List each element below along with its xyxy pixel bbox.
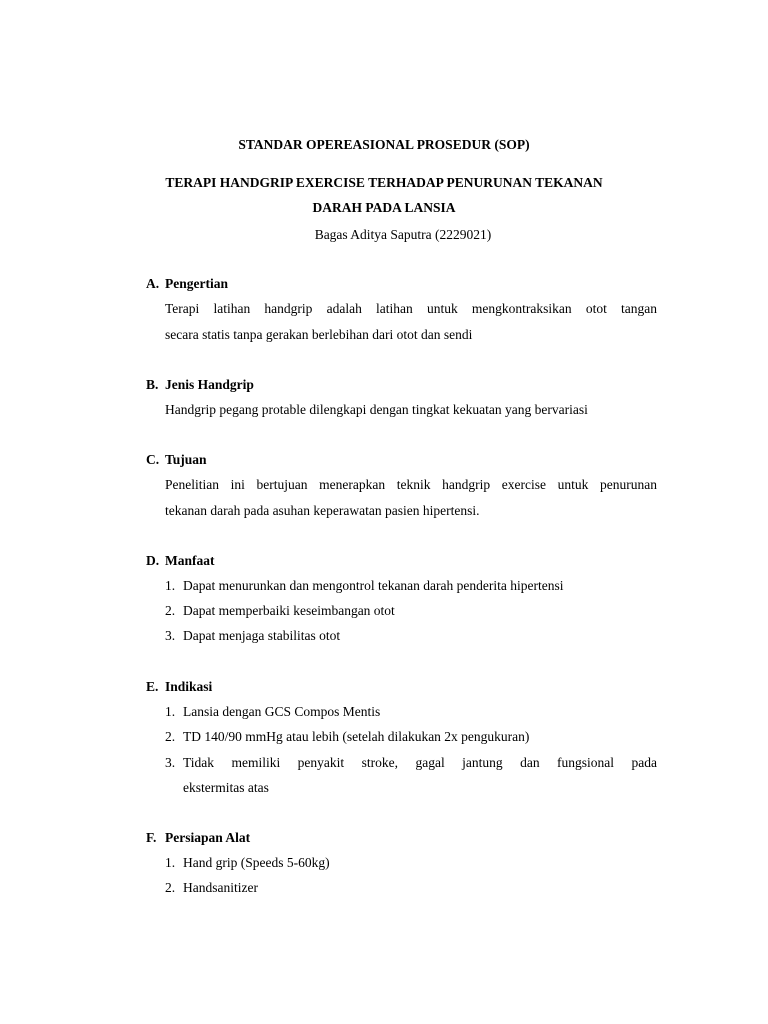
paragraph-line: secara statis tanpa gerakan berlebihan dari otot dan sendi xyxy=(165,327,473,342)
list-item xyxy=(165,603,395,619)
section-letter: F. xyxy=(146,830,157,845)
document-subtitle-line-1: TERAPI HANDGRIP EXERCISE TERHADAP PENURUNAN TEKANAN xyxy=(165,175,603,190)
section-heading-indikasi xyxy=(146,679,212,695)
list-number: 2. xyxy=(165,603,176,618)
list-item xyxy=(165,729,529,745)
section-title: Tujuan xyxy=(165,452,207,467)
list-number: 1. xyxy=(165,578,176,593)
list-text: Handsanitizer xyxy=(183,880,258,895)
document-author: Bagas Aditya Saputra (2229021) xyxy=(314,227,492,242)
list-number: 2. xyxy=(165,729,176,744)
list-item xyxy=(165,628,340,644)
list-text: Dapat menjaga stabilitas otot xyxy=(183,628,341,643)
section-title: Indikasi xyxy=(165,679,213,694)
section-letter: A. xyxy=(146,276,160,291)
list-text: Dapat menurunkan dan mengontrol tekanan darah penderita hipertensi xyxy=(183,578,564,593)
section-heading-pengertian xyxy=(146,276,228,292)
section-heading-persiapan-alat xyxy=(146,830,250,846)
section-heading-manfaat xyxy=(146,553,215,569)
list-number: 3. xyxy=(165,755,176,770)
section-letter: D. xyxy=(146,553,160,568)
section-letter: B. xyxy=(146,377,159,392)
list-item xyxy=(165,855,330,871)
section-title: Pengertian xyxy=(165,276,228,291)
list-number: 1. xyxy=(165,855,176,870)
section-heading-jenis-handgrip xyxy=(146,377,254,393)
document-title: STANDAR OPEREASIONAL PROSEDUR (SOP) xyxy=(238,137,530,152)
list-text: TD 140/90 mmHg atau lebih (setelah dilakukan 2x pengukuran) xyxy=(183,729,530,744)
list-number: 1. xyxy=(165,704,176,719)
list-text: Dapat memperbaiki keseimbangan otot xyxy=(183,603,395,618)
section-title: Manfaat xyxy=(165,553,215,568)
list-item xyxy=(165,880,258,896)
paragraph-line: Penelitian ini bertujuan menerapkan teknik handgrip exercise untuk penurunan xyxy=(165,477,657,492)
list-text: Lansia dengan GCS Compos Mentis xyxy=(183,704,381,719)
section-letter: E. xyxy=(146,679,159,694)
section-title: Jenis Handgrip xyxy=(165,377,254,392)
list-item xyxy=(165,704,380,720)
list-text: Hand grip (Speeds 5-60kg) xyxy=(183,855,330,870)
section-heading-tujuan xyxy=(146,452,207,468)
paragraph-line: Terapi latihan handgrip adalah latihan untuk mengkontraksikan otot tangan xyxy=(165,301,657,316)
document-subtitle-line-2: DARAH PADA LANSIA xyxy=(312,200,456,215)
paragraph-line: tekanan darah pada asuhan keperawatan pasien hipertensi. xyxy=(165,503,480,518)
list-item xyxy=(165,578,564,594)
list-number: 2. xyxy=(165,880,176,895)
list-text-continuation: ekstermitas atas xyxy=(183,780,269,795)
section-title: Persiapan Alat xyxy=(165,830,251,845)
paragraph-line: Handgrip pegang protable dilengkapi dengan tingkat kekuatan yang bervariasi xyxy=(165,402,588,417)
section-letter: C. xyxy=(146,452,160,467)
list-number: 3. xyxy=(165,628,176,643)
list-text: Tidak memiliki penyakit stroke, gagal jantung dan fungsional pada xyxy=(183,755,657,770)
